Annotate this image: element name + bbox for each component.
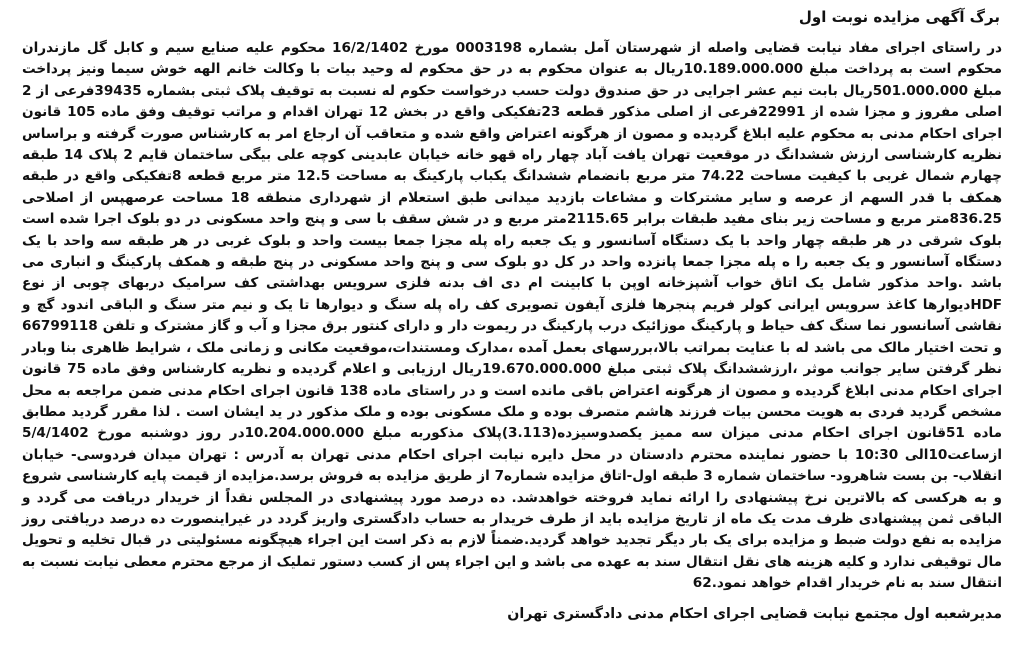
signature-line: مدیرشعبه اول مجتمع نیابت قضایی اجرای احکام مدنی دادگستری تهران: [507, 605, 1002, 622]
notice-title: برگ آگهی مزایده نوبت اول: [798, 8, 1000, 26]
notice-signature: [22, 603, 1002, 625]
notice-body: در راستای اجرای مفاد نیابت قضایی واصله از شهرستان آمل بشماره 0003198 مورخ 16/2/1402 محکوم علیه صنایع سیم و کابل گل مازندران محکوم است به پرداخت مبلغ 10.189.000.000ریال به عنوان محکوم به در حق محکوم له وحید بیات با وکالت خانم الهه خوش سیما ونیز پرداخت مبلغ 501.000.000ریال بابت نیم عشر اجرایی در حق صندوق دولت حسب درخواست حکوم له نسبت به توقیف پلاک ثبتی بشماره 39435فرعی از 2 اصلی مفروز و مجزا شده از 22991فرعی از اصلی مذکور قطعه 23تفکیکی واقع در بخش 12 تهران اقدام و مراتب توقیف وفق ماده 105 قانون اجرای احکام مدنی به محکوم علیه ابلاغ گردیده و مصون از هرگونه اعتراض واقع شده و متعاقب آن ارجاع امر به کارشناس صورت گرفته و براساس نظریه کارشناسی ارزش ششدانگ در موقعیت تهران یافت آباد چهار راه قهو خانه خیابان عابدینی کوچه علی بیگی ساختمان قایم 2 پلاک 14 طبقه چهارم شمال غربی با کیفیت مساحت 74.22 متر مربع بانضمام ششدانگ یکباب پارکینگ به مساحت 12.5 متر مربع قطعه 8تفکیکی واقع در طبقه همکف با قدر السهم از عرصه و سایر مشترکات و مشاعات بازدید میدانی طبق استعلام از شهرداری منطقه 18 مساحت عرصهپس از اصلاحی 836.25متر مربع و مساحت زیر بنای مفید طبقات برابر 2115.65متر مربع و در شش سقف با سی و پنج واحد مسکونی در دو بلوک اجرا شده است بلوک شرقی در هر طبقه چهار واحد با یک دستگاه آسانسور و یک جعبه راه پله مجزا جمعا بیست واحد و بلوک غربی در هر طبقه سه واحد با یک دستگاه آسانسور و یک جعبه را ه پله مجزا جمعا پانزده واحد در کل دو بلوک سی و پنج واحد مسکونی در پنج طبقه و همکف پارکینگ و انباری می باشد .واحد مذکور شامل یک اتاق خواب آشپزخانه اوپن با کابینت ام دی اف بدنه فلزی سرویس بهداشتی کف سرامیک دربهای چوبی از نوع HDFدیوارها کاغذ سرویس ایرانی کولر فریم پنجرها فلزی آیفون تصویری کف راه پله سنگ و دیوارها تا یک و نیم متر سنگ و الباقی اندود گچ و نقاشی آسانسور نما سنگ کف حیاط و پارکینگ موزائیک درب پارکینگ در ریموت دار و دارای کنتور برق مجزا و آب و گاز مشترک و تلفن 66799118 و تحت اختیار مالک می باشد له با عنایت بمراتب بالا،بررسهای بعمل آمده ،مدارک ومستندات،موقعیت مکانی و زمانی ملک ، شرایط ظاهری بنا وبادر نظر گرفتن سایر جوانب موثر ،ارزششدانگ پلاک ثبتی مبلغ 19.670.000.000ریال ارزیابی و اعلام گردیده و نظریه کارشناس وفق ماده 75 قانون اجرای احکام مدنی ابلاغ گردیده و مصون از هرگونه اعتراض باقی مانده است و در راستای ماده 138 قانون اجرای احکام مدنی ضمن مراجعه به محل مشخص گردید فردی به هویت محسن بیات فرزند هاشم متصرف بوده و ملک مسکونی بوده و ملک مذکور در ید ایشان است . لذا مقرر گردید مطابق ماده 51قانون اجرای احکام مدنی میزان سه ممیز یکصدوسیزده(3.113)پلاک مذکوربه مبلغ 10.204.000.000در روز دوشنبه مورخ 5/4/1402 ازساعت10الی 10:30 با حضور نماینده محترم دادستان در محل دایره نیابت اجرای احکام مدنی تهران به آدرس : تهران میدان فردوسی- خیابان انقلاب- بن بست شاهرود- ساختمان شماره 3 طبقه اول-اتاق مزایده شماره7 از طریق مزایده به فروش برسد.مزایده از قیمت پایه کارشناسی شروع و به هرکسی که بالاترین نرخ پیشنهادی را ارائه نماید فروخته خواهدشد. ده درصد مورد پیشنهادی در المجلس نقداً از خریدار دریافت می گردد و الباقی ثمن پیشنهادی ظرف مدت یک ماه از تاریخ مزایده باید از طرف خریدار به حساب دادگستری واریز گردد در غیراینصورت ده درصد دریافتی روز مزایده به نفع دولت ضبط و مزایده برای یک بار دیگر تجدید خواهد گردید.ضمناً لازم به ذکر است این اجراء هیچگونه مسئولیتی در قبال تخلیه و تحویل مال توقیفی ندارد و کلیه هزینه های نقل انتقال سند به عهده می باشد و این اجراء پس از کسب دستور تملیک از مرجع محترم معطی نیابت نسبت به انتقال سند به نام خریدار اقدام خواهد نمود.62: [22, 40, 1003, 592]
